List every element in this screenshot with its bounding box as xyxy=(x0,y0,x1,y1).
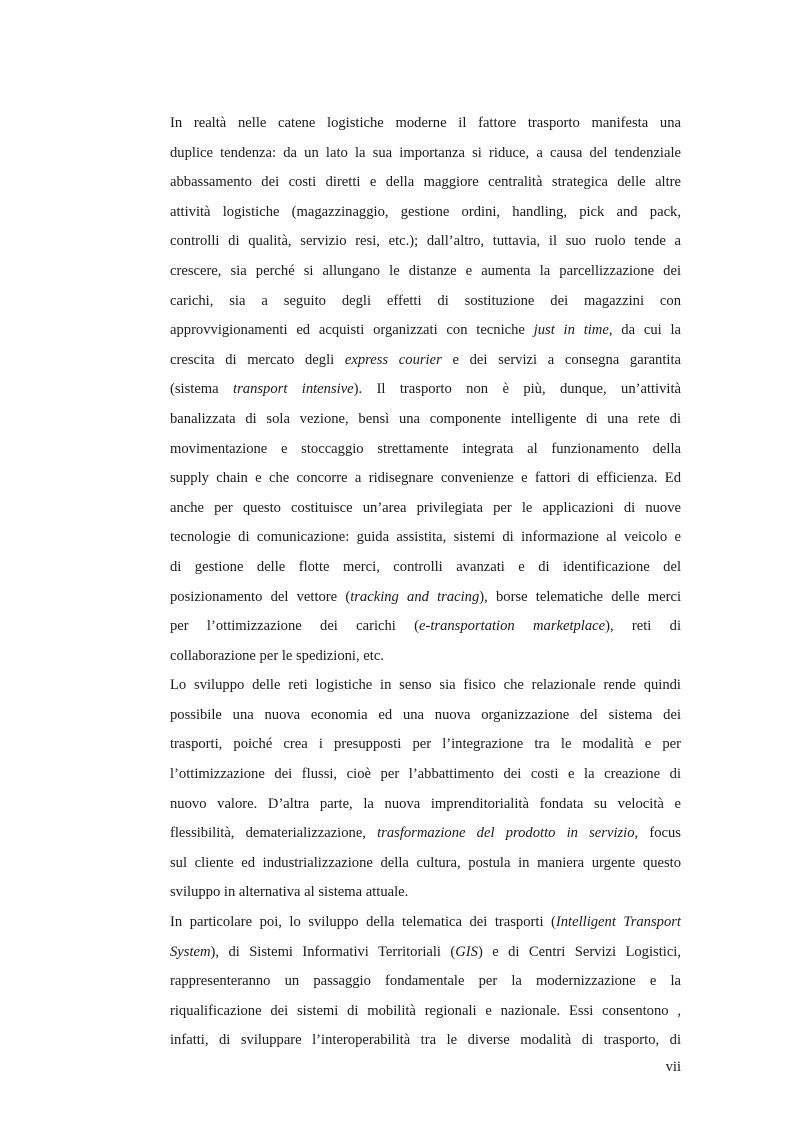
text-line xyxy=(170,583,681,613)
text-segment: In realtà nelle catene logistiche moderne il fattore trasporto manifesta una xyxy=(170,115,681,131)
text-line xyxy=(170,435,681,465)
text-line xyxy=(170,227,681,257)
text-line xyxy=(170,908,681,938)
text-line xyxy=(170,997,681,1027)
text-segment: attività logistiche (magazzinaggio, gestione ordini, handling, pick and pack, xyxy=(170,203,681,220)
text-segment: supply chain e che concorre a ridisegnare convenienze e fattori di efficienza. Ed xyxy=(170,470,681,487)
text-line xyxy=(170,523,681,553)
italic-text: Intelligent Transport xyxy=(555,914,681,931)
text-segment: collaborazione per le spedizioni, etc. xyxy=(170,647,384,664)
italic-text: GIS xyxy=(455,943,478,960)
italic-text: tracking and tracing xyxy=(350,588,480,605)
text-line xyxy=(170,464,681,494)
text-segment: ), di Sistemi Informativi Territoriali ( xyxy=(210,943,456,960)
italic-text: express courier xyxy=(344,351,442,368)
text-line xyxy=(170,730,681,760)
text-line xyxy=(170,849,681,879)
text-line xyxy=(170,671,681,701)
text-line xyxy=(170,139,681,169)
text-line xyxy=(170,109,681,139)
text-segment: di gestione delle flotte merci, controlli avanzati e di identificazione del xyxy=(170,558,681,575)
text-line xyxy=(170,819,681,849)
text-segment: sviluppo in alternativa al sistema attuale. xyxy=(170,884,409,901)
italic-text: e-transportation marketplace xyxy=(419,618,606,635)
text-segment: sul cliente ed industrializzazione della cultura, postula in maniera urgente questo xyxy=(170,854,681,871)
text-line xyxy=(170,375,681,405)
text-segment: (sistema xyxy=(170,381,234,398)
text-line xyxy=(170,405,681,435)
text-segment: banalizzata di sola vezione, bensì una componente intelligente di una rete di xyxy=(170,410,681,427)
text-segment: tecnologie di comunicazione: guida assistita, sistemi di informazione al veicolo e xyxy=(170,529,681,546)
text-segment: In particolare poi, lo sviluppo della telematica dei trasporti ( xyxy=(170,914,556,931)
text-segment: trasporti, poiché crea i presupposti per l’integrazione tra le modalità e per xyxy=(170,736,681,753)
italic-text: just in time xyxy=(533,322,609,339)
text-segment: carichi, sia a seguito degli effetti di sostituzione dei magazzini con xyxy=(170,292,681,309)
text-segment: posizionamento del vettore ( xyxy=(170,588,351,605)
text-line xyxy=(170,257,681,287)
text-segment: ) e di Centri Servizi Logistici, xyxy=(477,943,681,960)
text-segment: per l’ottimizzazione dei carichi ( xyxy=(170,618,420,635)
text-segment: crescere, sia perché si allungano le distanze e aumenta la parcellizzazione dei xyxy=(170,262,681,279)
text-line xyxy=(170,1026,681,1056)
text-line xyxy=(170,642,681,672)
text-segment: infatti, di sviluppare l’interoperabilità tra le diverse modalità di trasporto, di xyxy=(170,1032,681,1049)
page-body xyxy=(170,109,681,1056)
text-segment: Lo sviluppo delle reti logistiche in senso sia fisico che relazionale rende quindi xyxy=(170,677,681,694)
text-segment: , da cui la xyxy=(608,322,681,339)
text-line xyxy=(170,346,681,376)
text-line xyxy=(170,553,681,583)
text-segment: movimentazione e stoccaggio strettamente integrata al funzionamento della xyxy=(170,440,681,457)
text-segment: crescita di mercato degli xyxy=(170,351,345,368)
paragraph xyxy=(170,109,681,671)
text-line xyxy=(170,494,681,524)
text-line xyxy=(170,967,681,997)
text-segment: e dei servizi a consegna garantita xyxy=(441,351,681,368)
text-segment: flessibilità, dematerializzazione, xyxy=(170,825,378,842)
text-segment: approvvigionamenti ed acquisti organizzati con tecniche xyxy=(170,322,534,339)
text-line xyxy=(170,701,681,731)
text-line xyxy=(170,878,681,908)
text-segment: nuovo valore. D’altra parte, la nuova imprenditorialità fondata su velocità e xyxy=(170,795,681,812)
text-segment: abbassamento dei costi diretti e della maggiore centralità strategica delle altre xyxy=(170,174,681,191)
italic-text: trasformazione del prodotto in servizio xyxy=(377,825,635,842)
text-line xyxy=(170,198,681,228)
italic-text: transport intensive xyxy=(233,381,354,398)
text-line xyxy=(170,316,681,346)
italic-text: System xyxy=(170,943,211,960)
text-segment: possibile una nuova economia ed una nuova organizzazione del sistema dei xyxy=(170,706,681,723)
text-line xyxy=(170,938,681,968)
paragraph xyxy=(170,908,681,1056)
page-number: vii xyxy=(665,1059,681,1075)
text-segment: anche per questo costituisce un’area privilegiata per le applicazioni di nuove xyxy=(170,499,681,516)
text-segment: controlli di qualità, servizio resi, etc.); dall’altro, tuttavia, il suo ruolo tende a xyxy=(170,233,681,250)
text-line xyxy=(170,168,681,198)
text-segment: ). Il trasporto non è più, dunque, un’attività xyxy=(353,381,681,398)
text-segment: ), borse telematiche delle merci xyxy=(479,588,682,605)
text-segment: , focus xyxy=(634,825,681,842)
text-segment: rappresenteranno un passaggio fondamentale per la modernizzazione e la xyxy=(170,973,681,990)
text-segment: l’ottimizzazione dei flussi, cioè per l’abbattimento dei costi e la creazione di xyxy=(170,766,681,783)
text-segment: ), reti di xyxy=(605,618,681,635)
text-line xyxy=(170,790,681,820)
paragraph xyxy=(170,671,681,908)
text-segment: duplice tendenza: da un lato la sua importanza si riduce, a causa del tendenziale xyxy=(170,144,681,161)
text-line xyxy=(170,287,681,317)
text-segment: riqualificazione dei sistemi di mobilità regionali e nazionale. Essi consentono , xyxy=(170,1002,681,1019)
text-line xyxy=(170,612,681,642)
text-line xyxy=(170,760,681,790)
